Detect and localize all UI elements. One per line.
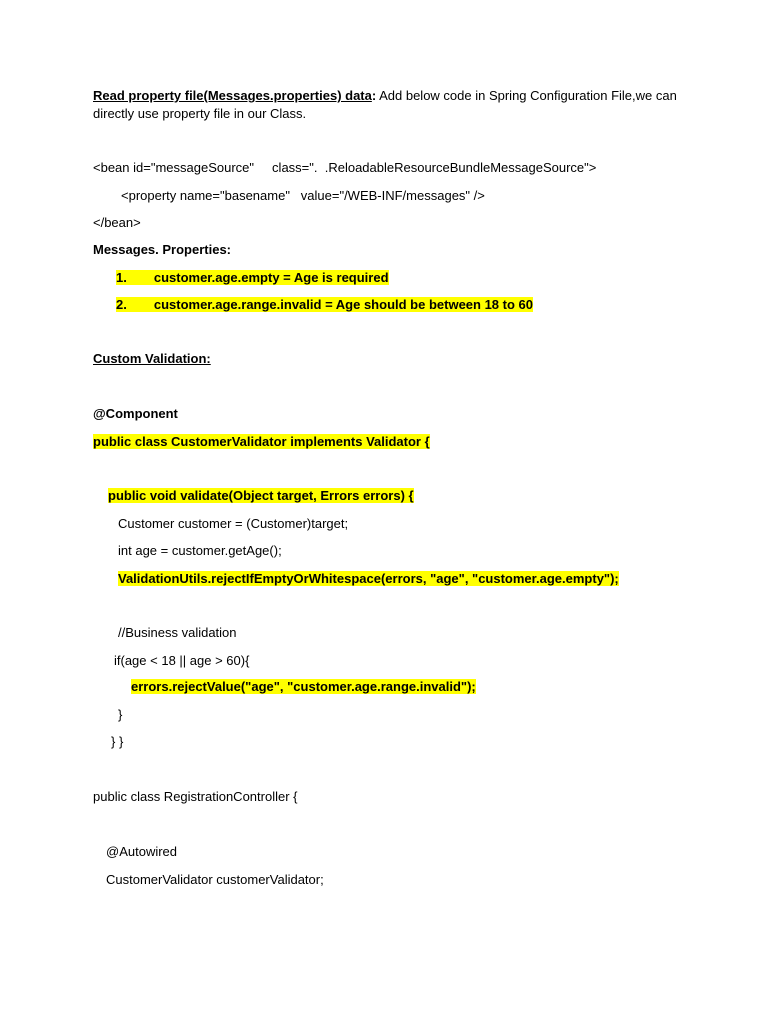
bean-close-tag: </bean> xyxy=(93,215,141,230)
intro-paragraph-line-2: directly use property file in our Class. xyxy=(93,106,307,121)
intro-colon: : xyxy=(371,88,377,103)
list-number: 2. xyxy=(116,297,127,312)
messages-list-item xyxy=(116,270,389,286)
bean-open-tag: <bean id="messageSource" class=". .ReloadableResourceBundleMessageSource"> xyxy=(93,160,597,175)
age-line: int age = customer.getAge(); xyxy=(118,543,282,558)
messages-heading: Messages. Properties: xyxy=(93,242,232,257)
customer-cast-line: Customer customer = (Customer)target; xyxy=(118,516,349,531)
intro-text: Add below code in Spring Configuration File,we can xyxy=(376,88,677,103)
messages-list-item xyxy=(116,297,533,313)
reject-value-line: errors.rejectValue("age", "customer.age.range.invalid"); xyxy=(131,679,476,694)
validate-method-declaration: public void validate(Object target, Errors errors) { xyxy=(108,488,414,503)
list-item-text: customer.age.range.invalid = Age should be between 18 to 60 xyxy=(143,297,533,312)
if-close-brace: } xyxy=(118,707,123,722)
if-condition-line: if(age < 18 || age > 60){ xyxy=(114,653,250,668)
controller-class-declaration: public class RegistrationController { xyxy=(93,789,298,804)
list-number: 1. xyxy=(116,270,127,285)
validation-utils-line: ValidationUtils.rejectIfEmptyOrWhitespace(errors, "age", "customer.age.empty"); xyxy=(118,571,619,586)
custom-validation-heading: Custom Validation: xyxy=(93,351,211,366)
intro-heading: Read property file(Messages.properties) data xyxy=(93,88,372,103)
validator-class-declaration: public class CustomerValidator implements Validator { xyxy=(93,434,430,449)
bean-property-tag: <property name="basename" value="/WEB-INF/messages" /> xyxy=(121,188,485,203)
component-annotation: @Component xyxy=(93,406,178,421)
autowired-annotation: @Autowired xyxy=(106,844,178,859)
intro-paragraph-line-1 xyxy=(93,88,677,104)
class-close-braces: } } xyxy=(111,734,124,749)
validator-field-line: CustomerValidator customerValidator; xyxy=(106,872,324,887)
list-item-text: customer.age.empty = Age is required xyxy=(143,270,389,285)
business-validation-comment: //Business validation xyxy=(118,625,237,640)
